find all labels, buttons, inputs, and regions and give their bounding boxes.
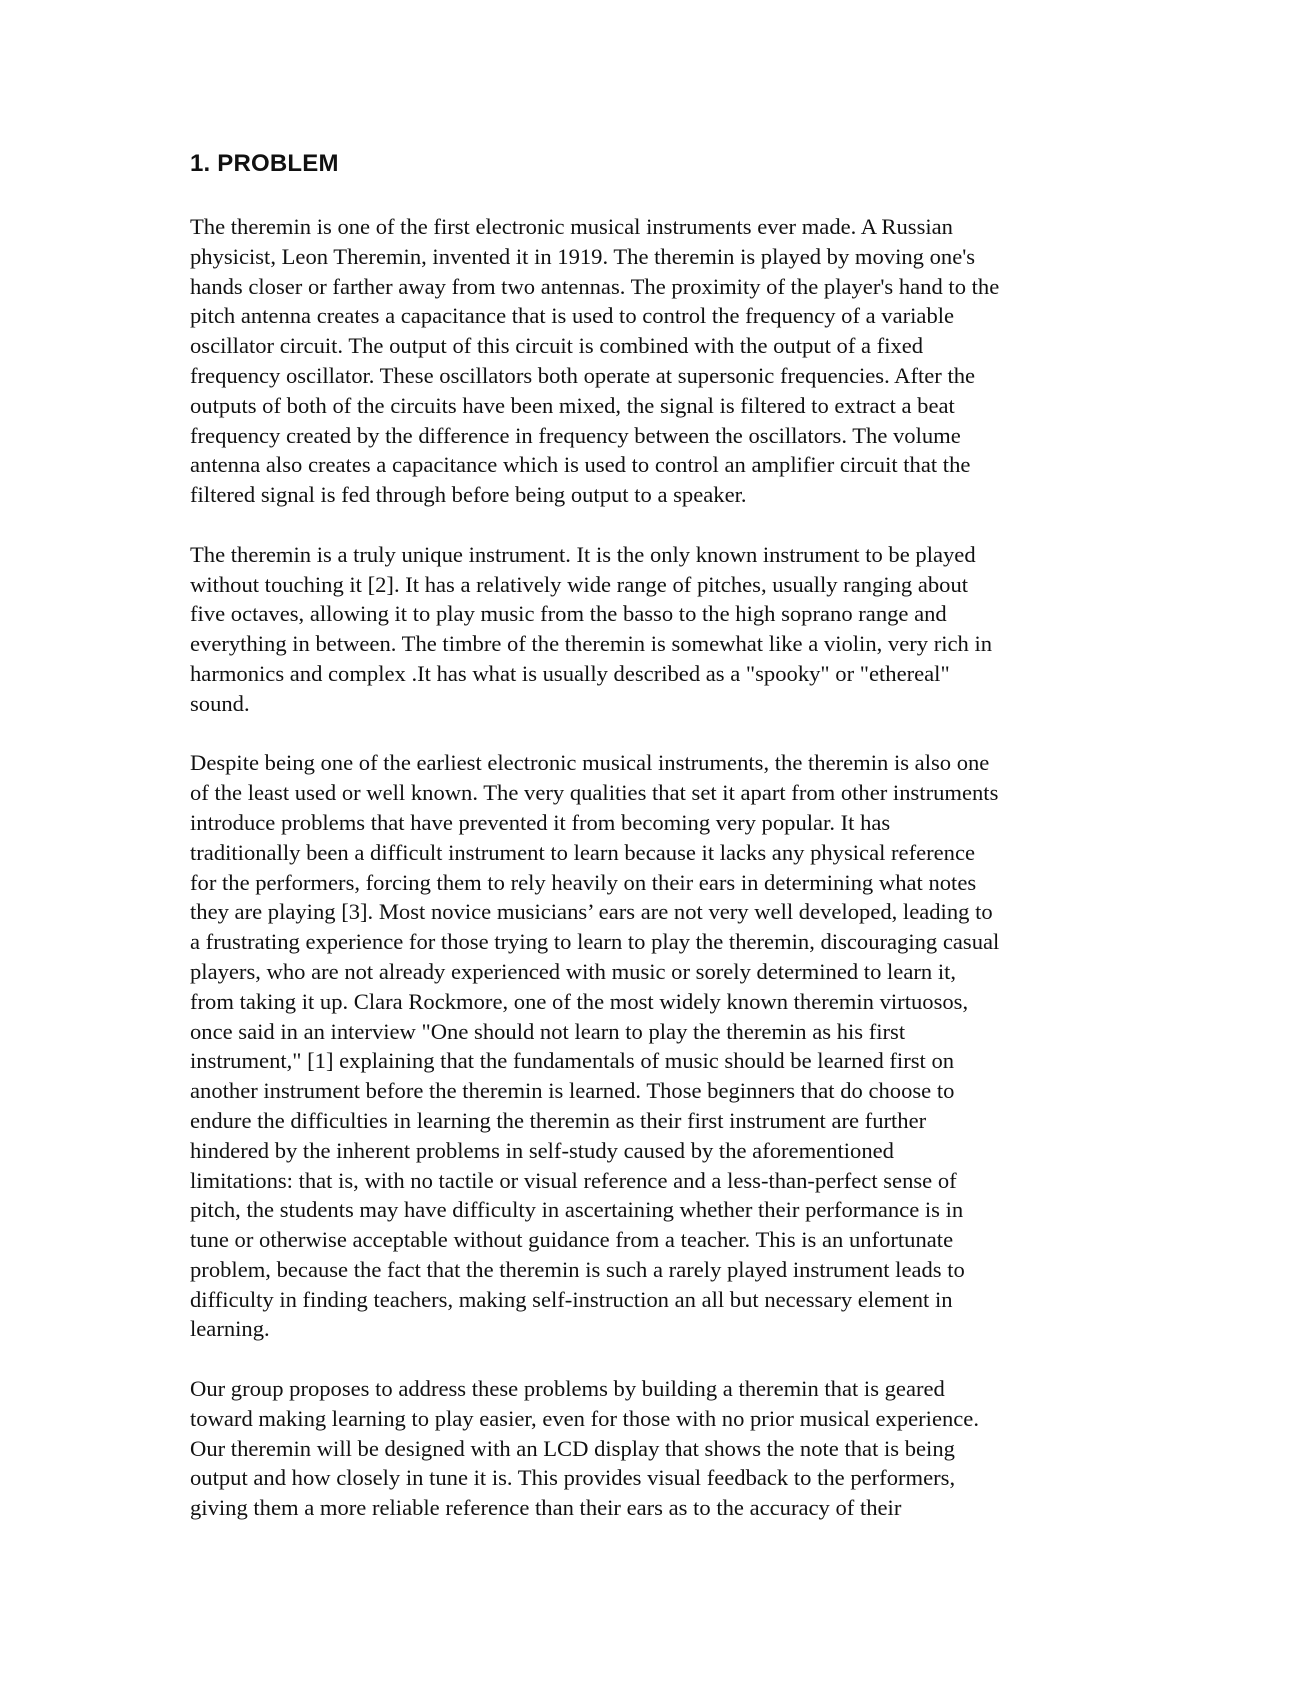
text-line: sound.: [190, 690, 250, 716]
text-line: difficulty in finding teachers, making self-instruction an all but necessary element in: [190, 1286, 953, 1312]
text-line: instrument," [1] explaining that the fundamentals of music should be learned first on: [190, 1048, 955, 1074]
text-line: frequency oscillator. These oscillators both operate at supersonic frequencies. After the: [190, 362, 976, 388]
text-line: another instrument before the theremin is learned. Those beginners that do choose to: [190, 1078, 955, 1104]
text-line: from taking it up. Clara Rockmore, one of the most widely known theremin virtuosos,: [190, 988, 969, 1014]
text-line: five octaves, allowing it to play music from the basso to the high soprano range and: [190, 601, 947, 627]
text-line: learning.: [190, 1316, 270, 1342]
text-line: oscillator circuit. The output of this circuit is combined with the output of a fixed: [190, 333, 924, 359]
text-line: pitch antenna creates a capacitance that is used to control the frequency of a variable: [190, 303, 955, 329]
text-line: they are playing [3]. Most novice musicians’ ears are not very well developed, leading to: [190, 899, 993, 925]
text-line: hands closer or farther away from two antennas. The proximity of the player's hand to the: [190, 273, 1000, 299]
text-line: Our group proposes to address these problems by building a theremin that is geared: [190, 1376, 945, 1402]
section-heading: 1. PROBLEM: [190, 150, 339, 177]
text-line: once said in an interview "One should not learn to play the theremin as his first: [190, 1018, 906, 1044]
text-line: introduce problems that have prevented it from becoming very popular. It has: [190, 809, 891, 835]
text-line: players, who are not already experienced with music or sorely determined to learn it,: [190, 958, 957, 984]
paragraph-3: [190, 748, 1130, 1344]
document-body: [190, 150, 1130, 1553]
text-line: physicist, Leon Theremin, invented it in 1919. The theremin is played by moving one's: [190, 243, 976, 269]
text-line: antenna also creates a capacitance which is used to control an amplifier circuit that the: [190, 452, 971, 478]
text-line: problem, because the fact that the theremin is such a rarely played instrument leads to: [190, 1256, 965, 1282]
paragraph-4: [190, 1374, 1130, 1523]
text-line: filtered signal is fed through before being output to a speaker.: [190, 482, 747, 508]
paragraph-2: [190, 540, 1130, 719]
text-line: hindered by the inherent problems in self-study caused by the aforementioned: [190, 1137, 894, 1163]
text-line: Our theremin will be designed with an LCD display that shows the note that is being: [190, 1435, 955, 1461]
text-line: a frustrating experience for those trying to learn to play the theremin, discouraging casual: [190, 929, 1000, 955]
text-line: The theremin is a truly unique instrument. It is the only known instrument to be played: [190, 541, 976, 567]
text-line: frequency created by the difference in frequency between the oscillators. The volume: [190, 422, 961, 448]
text-line: endure the difficulties in learning the theremin as their first instrument are further: [190, 1107, 927, 1133]
text-line: tune or otherwise acceptable without guidance from a teacher. This is an unfortunate: [190, 1227, 954, 1253]
text-line: everything in between. The timbre of the theremin is somewhat like a violin, very rich in: [190, 631, 993, 657]
text-line: traditionally been a difficult instrument to learn because it lacks any physical reference: [190, 839, 976, 865]
text-line: Despite being one of the earliest electronic musical instruments, the theremin is also one: [190, 750, 990, 776]
text-line: outputs of both of the circuits have been mixed, the signal is filtered to extract a beat: [190, 392, 955, 418]
text-line: limitations: that is, with no tactile or visual reference and a less-than-perfect sense of: [190, 1167, 957, 1193]
text-line: pitch, the students may have difficulty in ascertaining whether their performance is in: [190, 1197, 964, 1223]
paragraph-1: [190, 212, 1130, 510]
text-line: toward making learning to play easier, even for those with no prior musical experience.: [190, 1405, 979, 1431]
text-line: harmonics and complex .It has what is usually described as a "spooky" or "ethereal": [190, 660, 950, 686]
text-line: of the least used or well known. The very qualities that set it apart from other instruments: [190, 780, 999, 806]
text-line: for the performers, forcing them to rely heavily on their ears in determining what notes: [190, 869, 977, 895]
text-line: The theremin is one of the first electronic musical instruments ever made. A Russian: [190, 214, 953, 239]
text-line: giving them a more reliable reference than their ears as to the accuracy of their: [190, 1495, 902, 1521]
text-line: output and how closely in tune it is. This provides visual feedback to the performers,: [190, 1465, 956, 1491]
text-line: without touching it [2]. It has a relatively wide range of pitches, usually ranging about: [190, 571, 969, 597]
